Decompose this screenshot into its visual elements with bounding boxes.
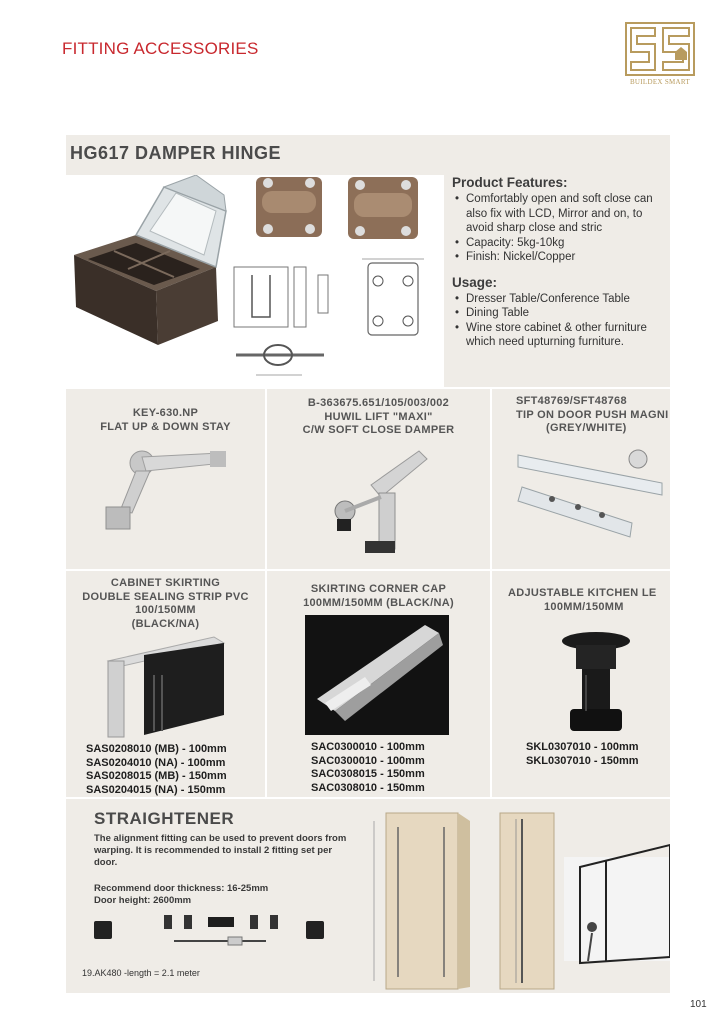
product-codes <box>526 741 639 768</box>
title-line: SKIRTING CORNER CAP <box>310 583 447 595</box>
usage-heading: Usage: <box>452 274 498 290</box>
product-code: SAS0204015 (NA) - 150mm <box>86 783 226 796</box>
product-codes <box>311 741 425 795</box>
straightener-length-note: 19.AK480 -length = 2.1 meter <box>82 968 200 978</box>
product-catalog-panel <box>66 135 670 993</box>
skirting-strip-image <box>104 635 228 739</box>
product-cell-skirting-strip <box>66 571 265 797</box>
buildex-logo-icon <box>625 22 695 76</box>
divider <box>66 797 670 799</box>
straightener-description: The alignment fitting can be used to prevent doors from warping. It is recommended to install 2 fitting set per door. <box>94 833 347 868</box>
product-cell-huwil-lift <box>267 389 490 569</box>
corner-cap-image <box>305 615 449 735</box>
title-line: (GREY/WHITE) <box>546 422 627 434</box>
title-line: DOUBLE SEALING STRIP PVC <box>82 590 249 603</box>
hinge-features <box>452 175 670 350</box>
product-code: SKL0307010 - 100mm <box>526 741 639 753</box>
title-line: B-363675.651/105/003/002 <box>307 397 450 409</box>
straightener-title: STRAIGHTENER <box>94 809 235 828</box>
product-title <box>508 587 657 614</box>
logo-text: BUILDEX SMART <box>629 78 691 86</box>
product-cell-corner-cap <box>267 571 490 797</box>
section-title: FITTING ACCESSORIES <box>62 39 259 58</box>
features-list <box>452 192 670 265</box>
title-line: 100/150MM <box>135 604 196 616</box>
product-cell-push-magnet <box>492 389 670 569</box>
buildex-logo <box>622 22 698 92</box>
door-height: Door height: 2600mm <box>94 895 192 906</box>
title-line: ADJUSTABLE KITCHEN LE <box>508 587 657 599</box>
product-cell-key630 <box>66 389 265 569</box>
title-line: 100MM/150MM (BLACK/NA) <box>303 596 454 609</box>
feature-item: • Finish: Nickel/Copper <box>452 250 670 265</box>
straightener-parts-image <box>90 907 352 963</box>
product-code: SAC0308010 - 150mm <box>311 781 425 794</box>
hinge-illustration <box>66 175 444 387</box>
product-code: SAS0208010 (MB) - 100mm <box>86 743 227 755</box>
usage-list <box>452 292 670 350</box>
features-heading: Product Features: <box>452 175 568 190</box>
hinge-product-image <box>66 175 444 387</box>
usage-item: • Wine store cabinet & other furniture which need upturning furniture. <box>452 321 670 350</box>
feature-item: • Comfortably open and soft close can also fix with LCD, Mirror and on, to avoid sharp close and stric <box>452 192 670 236</box>
title-line: SFT48769/SFT48768 <box>516 395 627 407</box>
product-code: SAS0204010 (NA) - 100mm <box>86 756 226 769</box>
straightener-diagram <box>366 807 670 993</box>
product-title <box>267 397 490 438</box>
usage-item: • Dining Table <box>452 306 670 321</box>
flat-stay-image <box>102 449 232 539</box>
push-magnet-image <box>512 447 670 547</box>
product-code: SAS0208015 (MB) - 150mm <box>86 770 227 782</box>
title-line: C/W SOFT CLOSE DAMPER <box>302 424 455 436</box>
title-line: HUWIL LIFT "MAXI" <box>324 410 433 423</box>
title-line: (BLACK/NA) <box>131 617 200 630</box>
title-line: 100MM/150MM <box>544 600 624 613</box>
title-line: FLAT UP & DOWN STAY <box>100 420 231 433</box>
feature-item: • Capacity: 5kg-10kg <box>452 236 670 251</box>
product-title <box>267 583 490 610</box>
title-line: TIP ON DOOR PUSH MAGNI <box>516 408 669 421</box>
product-code: SAC0308015 - 150mm <box>311 768 425 780</box>
product-code: SAC0300010 - 100mm <box>311 741 425 753</box>
kitchen-leg-image <box>556 631 636 735</box>
title-line: CABINET SKIRTING <box>110 577 221 589</box>
door-thickness: Recommend door thickness: 16-25mm <box>94 883 269 894</box>
product-title <box>66 407 265 434</box>
straightener-specs <box>94 883 268 907</box>
product-title <box>516 395 668 436</box>
product-codes <box>86 743 227 797</box>
product-code: SAC0300010 - 100mm <box>311 754 425 767</box>
product-cell-kitchen-leg <box>492 571 670 797</box>
product-code: SKL0307010 - 150mm <box>526 754 639 767</box>
product-title <box>66 577 265 631</box>
title-line: KEY-630.NP <box>132 407 199 419</box>
page-number: 101 <box>690 999 707 1010</box>
hinge-title: HG617 DAMPER HINGE <box>70 143 282 163</box>
huwil-lift-image <box>311 445 451 561</box>
usage-item: • Dresser Table/Conference Table <box>452 292 670 307</box>
